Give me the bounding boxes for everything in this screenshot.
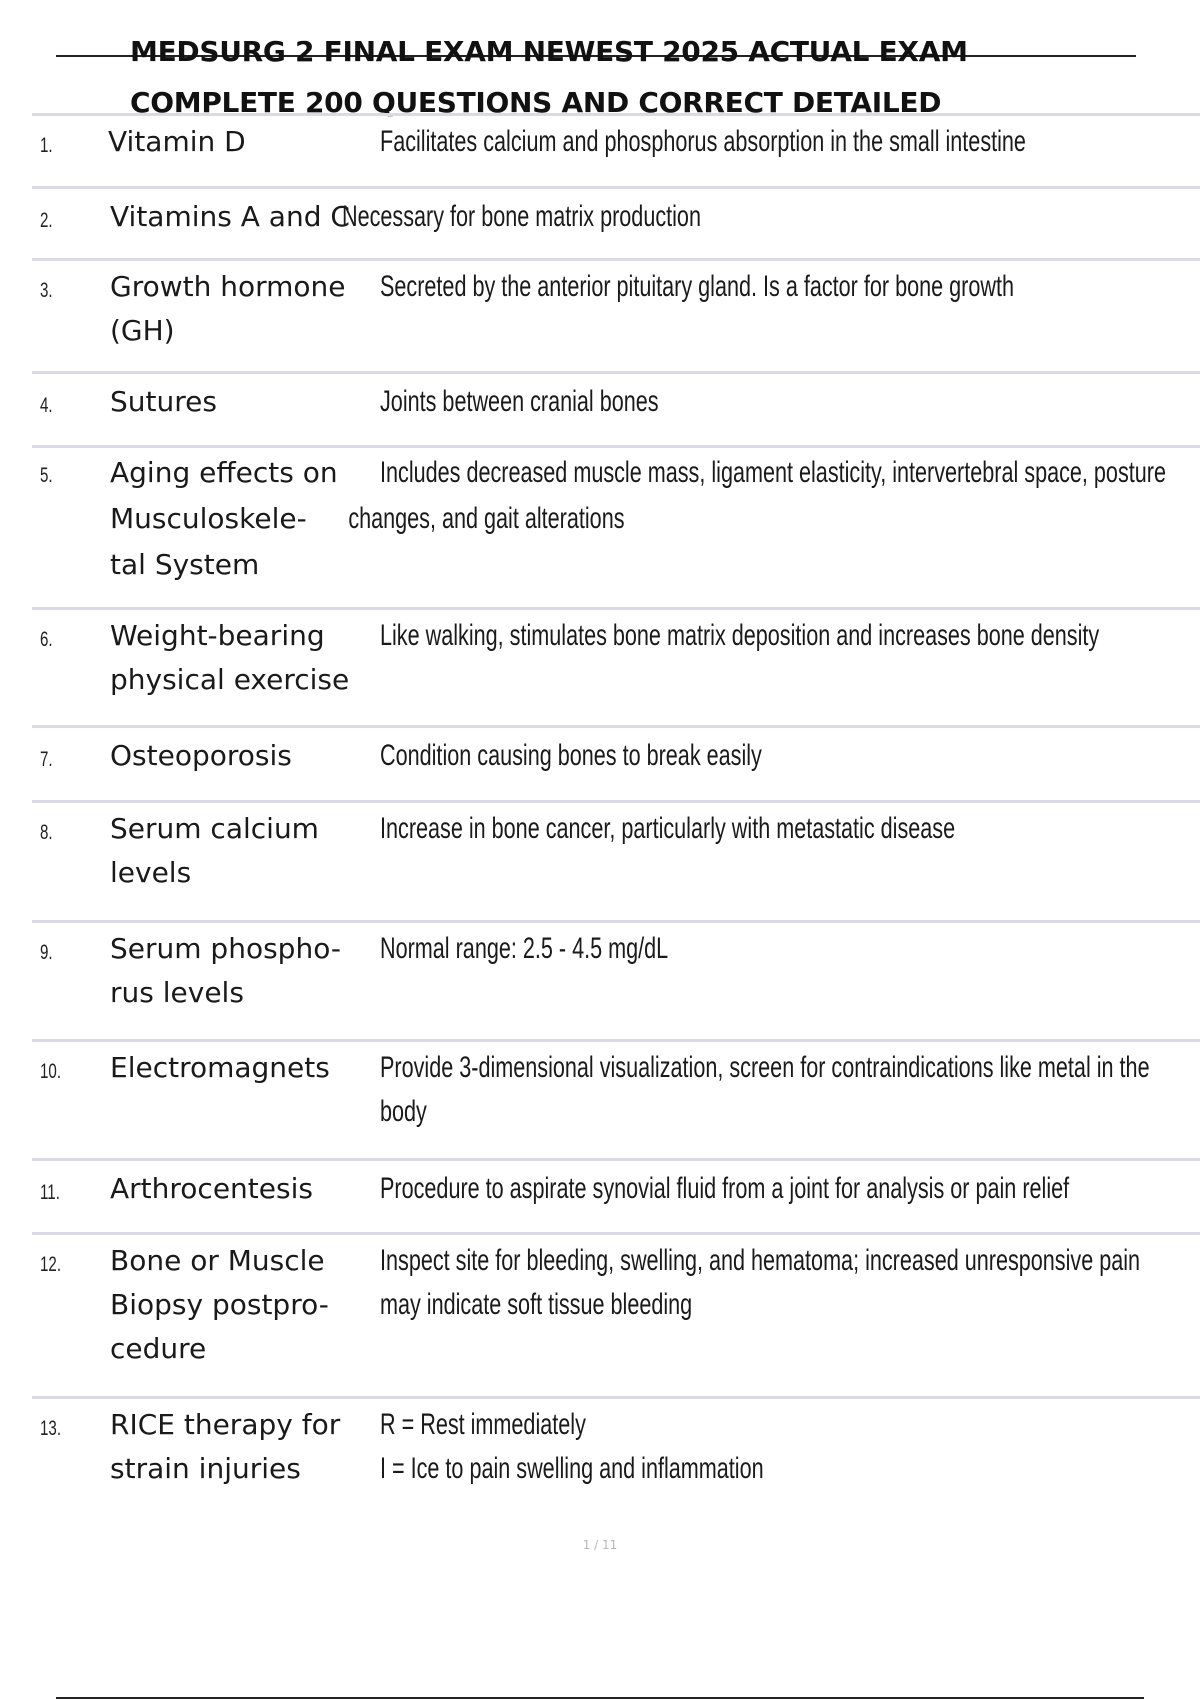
card-definition <box>342 195 1098 239</box>
card-definition-line: Provide 3-dimensional visualization, screen for contraindications like metal in the <box>380 1051 1150 1084</box>
card-definition-line: changes, and gait alterations <box>348 502 625 535</box>
flashcard-row <box>32 371 1200 445</box>
card-definition-line: Includes decreased muscle mass, ligament elasticity, intervertebral space, posture <box>380 456 1166 489</box>
card-term: Growth hormone (GH) <box>110 270 346 347</box>
page-indicator: 1 / 11 <box>582 1538 618 1552</box>
card-definition <box>380 1167 1136 1211</box>
card-definition <box>380 1403 1136 1491</box>
card-term: Electromagnets <box>110 1051 330 1084</box>
card-number: 1. <box>40 134 53 157</box>
flashcard-list <box>32 113 1200 1516</box>
card-definition-line: Increase in bone cancer, particularly with metastatic disease <box>380 812 956 845</box>
card-definition-line: I = Ice to pain swelling and inflammation <box>380 1452 764 1485</box>
flashcard-row <box>32 186 1200 258</box>
flashcard-row <box>32 1158 1200 1232</box>
card-term: Aging effects on Musculoskele- tal System <box>110 456 338 581</box>
card-definition-line: Secreted by the anterior pituitary gland. Is a factor for bone growth <box>380 270 1014 303</box>
card-definition <box>380 265 1136 309</box>
card-definition <box>380 734 1136 778</box>
flashcard-row <box>32 800 1200 920</box>
flashcard-row <box>32 258 1200 371</box>
bottom-rule <box>56 1697 1144 1699</box>
card-term: Osteoporosis <box>110 739 292 772</box>
card-number: 13. <box>40 1417 62 1440</box>
card-term: Vitamin D <box>108 125 246 158</box>
card-term: Weight-bearing physical exercise <box>110 619 350 696</box>
flashcard-row <box>32 1396 1200 1516</box>
document-title-line-2: COMPLETE 200 QUESTIONS AND CORRECT DETAILED <box>130 86 942 119</box>
flashcard-row <box>32 920 1200 1039</box>
card-number: 4. <box>40 394 53 417</box>
card-definition-line: Inspect site for bleeding, swelling, and hematoma; increased unresponsive pain <box>380 1244 1141 1277</box>
card-definition <box>380 807 1136 851</box>
flashcard-row <box>32 1039 1200 1158</box>
flashcard-row <box>32 725 1200 800</box>
card-definition-line: Necessary for bone matrix production <box>342 200 701 233</box>
card-definition-line: may indicate soft tissue bleeding <box>380 1288 693 1321</box>
card-term: Vitamins A and C <box>110 200 350 233</box>
flashcard-row <box>32 1232 1200 1396</box>
card-definition <box>380 614 1136 658</box>
card-definition-line: Facilitates calcium and phosphorus absorption in the small intestine <box>380 125 1026 158</box>
card-number: 10. <box>40 1060 62 1083</box>
flashcard-row <box>32 607 1200 725</box>
card-number: 5. <box>40 464 53 487</box>
card-definition-line: Condition causing bones to break easily <box>380 739 762 772</box>
card-definition <box>380 380 1136 424</box>
card-definition <box>380 120 1136 164</box>
card-definition-line: Normal range: 2.5 - 4.5 mg/dL <box>380 932 669 965</box>
card-definition-line: body <box>380 1095 427 1128</box>
card-definition <box>380 927 1136 971</box>
card-definition <box>348 450 1166 542</box>
card-definition <box>380 1046 1150 1134</box>
card-number: 3. <box>40 279 53 302</box>
card-number: 12. <box>40 1253 62 1276</box>
card-term: Serum calcium levels <box>110 812 319 889</box>
card-term: Sutures <box>110 385 217 418</box>
flashcard-row <box>32 445 1200 607</box>
card-number: 8. <box>40 821 53 844</box>
document-title-line-1: MEDSURG 2 FINAL EXAM NEWEST 2025 ACTUAL EXAM <box>130 35 968 68</box>
card-definition <box>380 1239 1141 1327</box>
card-number: 6. <box>40 628 53 651</box>
card-term: Arthrocentesis <box>110 1172 313 1205</box>
card-definition-line: Like walking, stimulates bone matrix deposition and increases bone density <box>380 619 1100 652</box>
card-term: Serum phospho- rus levels <box>110 932 341 1009</box>
card-term: Bone or Muscle Biopsy postpro- cedure <box>110 1244 329 1365</box>
flashcard-row <box>32 113 1200 186</box>
card-definition-line: Joints between cranial bones <box>380 385 659 418</box>
card-number: 7. <box>40 748 53 771</box>
card-definition-line: R = Rest immediately <box>380 1408 586 1441</box>
card-number: 2. <box>40 209 53 232</box>
card-term: RICE therapy for strain injuries <box>110 1408 341 1485</box>
card-number: 11. <box>40 1181 60 1204</box>
card-definition-line: Procedure to aspirate synovial fluid from a joint for analysis or pain relief <box>380 1172 1070 1205</box>
card-number: 9. <box>40 941 53 964</box>
